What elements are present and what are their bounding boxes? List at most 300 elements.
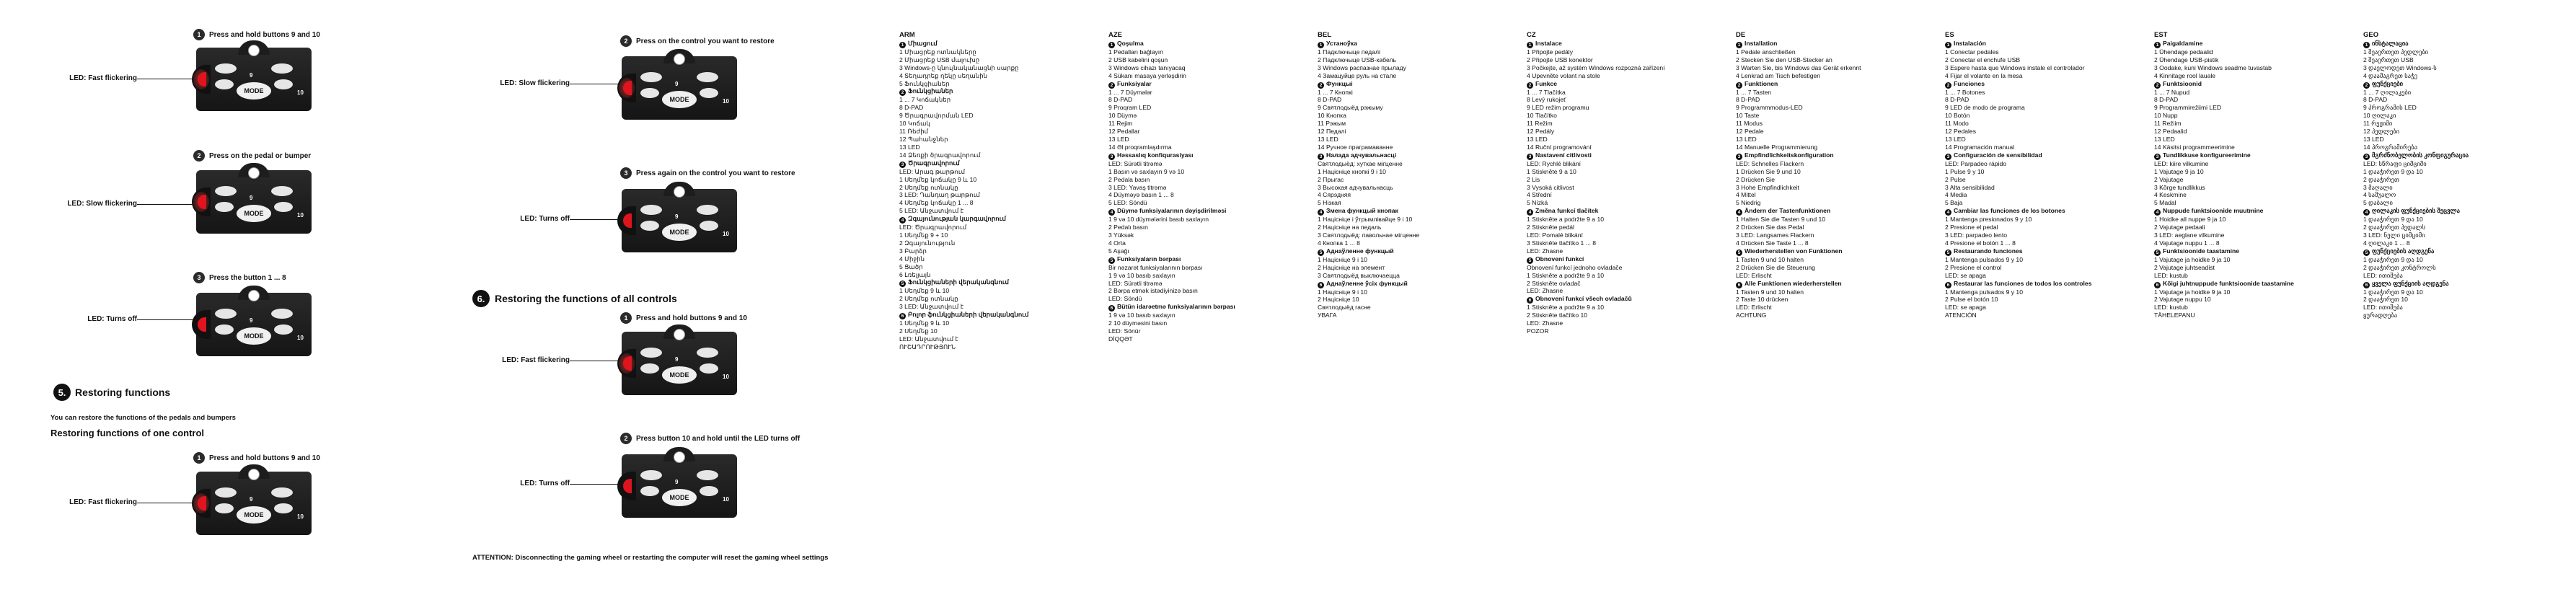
controller-panel [622, 332, 737, 395]
mode-button: MODE [237, 82, 271, 100]
column-line: 1 9 və 10 basıb saxlayın [1108, 312, 1175, 319]
button-9 [215, 63, 237, 74]
column-heading: 4 ღილაკის ფუნქციების შეცვლა [2363, 207, 2486, 216]
column-line: 9 პროგრამის LED [2363, 104, 2417, 112]
heading-number-badge: 3 [1736, 154, 1742, 160]
column-line: 6 Լռելյայն [899, 270, 931, 278]
column-line: 4 Kinnitage rool lauale [2154, 71, 2216, 79]
column-heading: 5 Аднаўленне функцый [1318, 247, 1440, 256]
step-title: Press on the control you want to restore [636, 37, 775, 45]
column-line: 3 LED: Yavaş titrəmə [1108, 183, 1167, 191]
column-line: 3 LED: ნელი ციმციმი [2363, 231, 2425, 239]
column-line: 2 Զգայունություն [899, 239, 956, 247]
column-line: LED: Zhasne [1527, 319, 1563, 327]
column-heading: 5 Wiederherstellen von Funktionen [1736, 247, 1858, 256]
heading-number-badge: 2 [1736, 82, 1742, 89]
heading-number-badge: 5 [2154, 249, 2161, 256]
column-heading: 6 Alle Funktionen wiederherstellen [1736, 280, 1858, 288]
column-heading: 3 Həssaslıq konfiqurasiyası [1108, 151, 1231, 160]
section-number: 5. [53, 384, 71, 401]
column-line: 1 შეაერთეთ პედლები [2363, 48, 2429, 56]
column-line: 3 Святлодыёд выключаецца [1318, 271, 1400, 279]
column-line: 5 Niedrig [1736, 199, 1761, 207]
column-line: 1 Stiskněte 9 a 10 [1527, 167, 1576, 175]
column-line: 10 Düymə [1108, 112, 1137, 120]
button-10-label: 10 [723, 374, 729, 380]
heading-number-badge: 4 [1945, 209, 1951, 216]
mode-button: MODE [662, 224, 697, 241]
column-line: ՈՒՇԱԴՐՈՒԹՅՈՒՆ [899, 343, 956, 350]
column-line: 2 Drücken Sie das Pedal [1736, 224, 1804, 231]
column-line: LED: Pomalé blikání [1527, 231, 1583, 239]
column-heading: 3 Configuración de sensibilidad [1945, 151, 2068, 160]
column-line: 4 Vajutage nuppu 1 ... 8 [2154, 239, 2220, 247]
heading-number-badge: 6 [1945, 282, 1951, 288]
column-line: 10 Кнопка [1318, 112, 1346, 120]
column-heading: 3 Nastavení citlivosti [1527, 151, 1649, 160]
column-line: 2 Միացրեք USB մալուխը [899, 56, 980, 63]
heading-number-badge: 6 [1108, 305, 1115, 312]
column-line: 2 USB kabelini qoşun [1108, 56, 1168, 63]
column-line: 4 Střední [1527, 191, 1552, 199]
column-line: 12 Pedallar [1108, 128, 1140, 136]
step-number-badge: 1 [193, 29, 205, 40]
language-code: BEL [1318, 31, 1331, 39]
column-line: 3 მაღალი [2363, 183, 2393, 191]
language-code: ES [1945, 31, 1954, 39]
column-line: 2 Pedalı basın [1108, 224, 1148, 231]
column-line: 12 Pedale [1736, 128, 1764, 136]
heading-number-badge: 6 [899, 313, 906, 319]
column-heading: 6 Bütün idarəetmə funksiyalarının bərpası [1108, 303, 1231, 312]
column-line: 3 Yüksək [1108, 231, 1134, 239]
button-10 [271, 63, 293, 74]
column-heading: 2 Funktionen [1736, 80, 1858, 89]
column-line: 2 დააჭირეთ კონტროლს [2363, 263, 2436, 271]
heading-number-badge: 2 [1527, 82, 1533, 89]
column-line: 1 Vajutage ja hoidke 9 ja 10 [2154, 255, 2231, 263]
column-heading: 6 Obnovení funkcí všech ovladačů [1527, 295, 1649, 304]
column-line: 12 Pedales [1945, 128, 1977, 136]
column-line: 2 დააჭირეთ [2363, 175, 2399, 183]
column-line: 3 LED: Անջատվում է [899, 303, 964, 311]
column-heading: 1 Instalace [1527, 40, 1649, 48]
column-line: 3 Počkejte, až systém Windows rozpozná zařízení [1527, 63, 1665, 71]
controller-panel [196, 48, 312, 111]
heading-number-badge: 4 [1318, 209, 1324, 216]
column-line: 10 Tlačítko [1527, 112, 1557, 120]
column-line: 9 LED de modo de programa [1945, 104, 2025, 112]
heading-number-badge: 1 [1108, 42, 1115, 48]
language-column [1318, 32, 1440, 319]
column-heading: 6 Kõigi juhtnuppude funktsioonide taastamine [2154, 280, 2277, 288]
column-line: 4 Միջին [899, 255, 925, 262]
column-line: 9 Proqram LED [1108, 104, 1152, 112]
column-line: 14 Əl proqramlaşdırma [1108, 143, 1172, 151]
column-line: 11 Рэжым [1318, 120, 1346, 128]
indicator-hole [248, 45, 260, 56]
column-line: 8 D-PAD [2154, 96, 2179, 104]
heading-number-badge: 1 [2363, 42, 2370, 48]
column-line: 1 Ühendage pedaalid [2154, 48, 2213, 56]
column-line: LED: kiire vilkumine [2154, 159, 2209, 167]
column-line: TÄHELEPANU [2154, 312, 2195, 319]
column-line: Святлодыёд: хуткае мігценне [1318, 159, 1403, 167]
led-status-label: LED: Turns off [87, 315, 137, 323]
column-line: 13 LED [1527, 135, 1548, 143]
heading-number-badge: 5 [899, 281, 906, 287]
column-line: 14 პროგრამირება [2363, 143, 2418, 151]
column-heading: 1 Qoşulma [1108, 40, 1231, 48]
column-line: 13 LED [899, 143, 920, 151]
column-line: 5 Nízká [1527, 199, 1548, 207]
column-line: 4 Mittel [1736, 191, 1756, 199]
step-number-badge: 1 [193, 452, 205, 464]
heading-number-badge: 6 [1318, 282, 1324, 288]
column-line: 2 შეაერთეთ USB [2363, 56, 2414, 63]
controller-panel [622, 56, 737, 120]
column-line: 2 Прыгас [1318, 175, 1344, 183]
column-line: 5 Baja [1945, 199, 1963, 207]
column-line: 1 ... 7 Botones [1945, 88, 1985, 96]
heading-number-badge: 2 [2154, 82, 2161, 89]
column-line: 1 Conectar pedales [1945, 48, 1999, 56]
column-line: 1 9 və 10 düymələrini basıb saxlayın [1108, 216, 1209, 224]
mode-button: MODE [662, 489, 697, 506]
column-line: 14 Käsitsi programmeerimine [2154, 143, 2235, 151]
step-number-badge: 3 [193, 272, 205, 283]
column-line: 2 Націсніце на элемент [1318, 263, 1385, 271]
column-line: 3 Windows-ը կնույնականացնի սարքը [899, 63, 1019, 71]
column-line: 12 Պահանջներ [899, 135, 948, 143]
button-10-label: 10 [723, 496, 729, 503]
column-line: 3 Vysoká citlivost [1527, 183, 1574, 191]
mode-button: MODE [237, 205, 271, 222]
column-line: LED: Söndü [1108, 295, 1142, 303]
column-line: 2 Stiskněte tlačítko 10 [1527, 312, 1588, 319]
column-line: 11 Modus [1736, 120, 1763, 128]
column-line: 2 Vajutage nuppu 10 [2154, 296, 2211, 304]
column-line: 3 Alta sensibilidad [1945, 183, 1995, 191]
language-column [1108, 31, 1235, 343]
column-heading: 5 Restaurando funciones [1945, 247, 2068, 256]
button-9-label: 9 [675, 356, 679, 363]
column-line: 1 Vajutage ja hoidke 9 ja 10 [2154, 288, 2231, 296]
column-line: 3 Святлодыёд: павольнае мігценне [1318, 231, 1420, 239]
heading-number-badge: 4 [899, 217, 906, 224]
button-9-label: 9 [250, 317, 253, 324]
column-line: 13 LED [1108, 135, 1129, 143]
column-line: 2 დააჭირეთ პედალს [2363, 224, 2426, 231]
column-line: 11 Modo [1945, 120, 1969, 128]
column-line: 3 დაელოდეთ Windows-ს [2363, 63, 2437, 71]
column-heading: 4 Cambiar las funciones de los botones [1945, 207, 2068, 216]
column-line: 2 Vajutage pedaali [2154, 224, 2205, 231]
column-line: 1 ... 7 Кнопкі [1318, 88, 1353, 96]
button-9-label: 9 [675, 479, 679, 485]
column-line: 5 Madal [2154, 199, 2176, 207]
column-line: LED: kustub [2154, 271, 2188, 279]
column-heading: 1 ინსტალაცია [2363, 40, 2486, 48]
column-line: 4 Drücken Sie Taste 1 ... 8 [1736, 239, 1809, 247]
column-line: 10 Botón [1945, 112, 1970, 120]
column-line: 8 D-PAD [1318, 96, 1342, 104]
column-line: 1 Pedalları bağlayın [1108, 48, 1163, 56]
column-line: 4 Sükanı masaya yerləşdirin [1108, 71, 1186, 79]
column-line: 1 Націсніце кнопкі 9 і 10 [1318, 167, 1386, 175]
column-line: 9 Ծրագրավորման LED [899, 112, 974, 120]
section-subtitle: Restoring functions of one control [50, 428, 205, 438]
heading-number-badge: 1 [1527, 42, 1533, 48]
language-column [2154, 31, 2294, 319]
column-line: 4 Սեղմեք կոճակը 1 ... 8 [899, 199, 974, 207]
heading-number-badge: 2 [1945, 82, 1951, 89]
button-9-label: 9 [675, 213, 679, 220]
column-heading: 4 Змена функцый кнопак [1318, 207, 1440, 216]
column-heading: 2 Funciones [1945, 80, 2068, 89]
heading-number-badge: 2 [1318, 82, 1324, 89]
heading-number-badge: 3 [899, 162, 906, 168]
column-line: 1 დააჭირეთ 9 და 10 [2363, 288, 2423, 296]
column-line: 2 Lis [1527, 175, 1540, 183]
column-line: 2 Սեղմեք 10 [899, 327, 938, 335]
column-heading: 2 Funkce [1527, 80, 1649, 89]
controller-panel [622, 454, 737, 518]
column-line: 1 Սեղմեք կոճակը 9 և 10 [899, 175, 977, 183]
column-line: 3 Stiskněte tlačítko 1 ... 8 [1527, 239, 1597, 247]
column-line: 8 D-PAD [899, 104, 924, 112]
column-line: 12 პედლები [2363, 128, 2400, 136]
column-line: 1 Pulse 9 y 10 [1945, 167, 1985, 175]
column-line: 2 Pulse el botón 10 [1945, 296, 1998, 304]
leader-line [137, 319, 196, 320]
column-heading: 5 ფუნქციების აღდგენა [2363, 247, 2486, 256]
column-line: 2 Vajutage [2154, 175, 2184, 183]
column-line: 1 Hoidke all nuppe 9 ja 10 [2154, 216, 2226, 224]
led-status-label: LED: Fast flickering [69, 74, 137, 82]
column-heading: 3 მგრძნობელობის კონფიგურაცია [2363, 151, 2486, 160]
column-line: 5 Ցածր [899, 262, 923, 270]
heading-number-badge: 5 [1945, 249, 1951, 256]
column-line: 4 ღილაკი 1 ... 8 [2363, 239, 2410, 247]
language-column [899, 31, 1029, 351]
column-heading: 2 Funksiyalar [1108, 80, 1231, 89]
leader-line [570, 484, 622, 485]
column-line: 10 Nupp [2154, 112, 2178, 120]
column-line: 2 Presione el pedal [1945, 224, 1998, 231]
column-line: 4 Fijar el volante en la mesa [1945, 71, 2023, 79]
column-line: 9 Programmmodus-LED [1736, 104, 1803, 112]
column-heading: 5 Funktsioonide taastamine [2154, 247, 2277, 256]
column-heading: 2 Ֆունկցիաներ [899, 87, 1022, 96]
column-line: 11 Rejim [1108, 120, 1133, 128]
column-line: 3 LED: aeglane vilkumine [2154, 231, 2225, 239]
column-line: 1 Mantenga pulsados 9 y 10 [1945, 288, 2023, 296]
column-line: 11 Ռեժիմ [899, 128, 929, 136]
column-line: 1 Stiskněte a podržte 9 a 10 [1527, 216, 1605, 224]
column-line: 1 Drücken Sie 9 und 10 [1736, 167, 1801, 175]
attention-note: ATTENTION: Disconnecting the gaming wheel or restarting the computer will reset the gaming wheel settings [472, 554, 829, 562]
column-line: 1 Připojte pedály [1527, 48, 1574, 56]
column-line: 5 Ֆունկցիաներ [899, 79, 950, 87]
column-line: 5 Aşağı [1108, 247, 1129, 255]
column-heading: 6 ყველა ფუნქციის აღდგენა [2363, 280, 2486, 288]
column-heading: 5 Ֆունկցիաների վերականգնում [899, 278, 1022, 287]
heading-number-badge: 2 [2363, 82, 2370, 89]
language-code: DE [1736, 31, 1746, 39]
heading-number-badge: 6 [2154, 282, 2161, 288]
column-line: 5 LED: Söndü [1108, 199, 1147, 207]
column-line: 4 Presione el botón 1 ... 8 [1945, 239, 2016, 247]
column-line: 2 Presione el control [1945, 263, 2002, 271]
column-line: 1 Basın və saxlayın 9 və 10 [1108, 167, 1185, 175]
column-line: 8 D-PAD [2363, 96, 2388, 104]
column-line: Святлодыёд гасне [1318, 304, 1371, 312]
mode-button: MODE [237, 506, 271, 524]
column-line: ATENCIÓN [1945, 312, 1977, 319]
button-9-label: 9 [675, 81, 679, 87]
column-line: LED: Անջատվում է [899, 335, 958, 343]
heading-number-badge: 5 [2363, 249, 2370, 256]
button-10-label: 10 [723, 98, 729, 105]
column-line: 4 Upevněte volant na stole [1527, 71, 1600, 79]
column-line: 9 LED režim programu [1527, 104, 1589, 112]
column-line: 9 Святлодыёд рэжыму [1318, 104, 1383, 112]
column-line: 4 Media [1945, 191, 1967, 199]
heading-number-badge: 3 [1108, 154, 1115, 160]
heading-number-badge: 3 [2363, 154, 2370, 160]
language-code: AZE [1108, 31, 1122, 39]
heading-number-badge: 3 [1318, 154, 1324, 160]
column-line: 14 Manuelle Programmierung [1736, 143, 1818, 151]
step-number-badge: 2 [620, 433, 632, 444]
column-line: 3 Kõrge tundlikkus [2154, 183, 2205, 191]
step-number-badge: 2 [193, 150, 205, 162]
heading-number-badge: 1 [1318, 42, 1324, 48]
column-heading: 2 ფუნქციები [2363, 80, 2486, 89]
heading-number-badge: 4 [2154, 209, 2161, 216]
column-heading: 2 Funktsioonid [2154, 80, 2277, 89]
led-status-label: LED: Slow flickering [67, 200, 137, 208]
column-line: 1 Միացրեք ոտնակները [899, 48, 976, 56]
column-heading: 2 Функцыі [1318, 80, 1440, 89]
column-line: 3 Espere hasta que Windows instale el controlador [1945, 63, 2085, 71]
step-title: Press the button 1 ... 8 [209, 274, 286, 282]
button-9-label: 9 [250, 496, 253, 503]
heading-number-badge: 4 [1736, 209, 1742, 216]
column-line: 3 Oodake, kuni Windows seadme tuvastab [2154, 63, 2272, 71]
column-line: 2 Падключыце USB-кабель [1318, 56, 1396, 63]
column-heading: 5 Obnovení funkcí [1527, 255, 1649, 264]
language-column [2363, 32, 2486, 319]
controller-panel [196, 472, 312, 535]
column-line: 4 Lenkrad am Tisch befestigen [1736, 71, 1821, 79]
column-line: 2 Pulse [1945, 175, 1966, 183]
heading-number-badge: 3 [2154, 154, 2161, 160]
column-line: 8 D-PAD [1108, 96, 1133, 104]
column-line: 10 Taste [1736, 112, 1760, 120]
column-line: 12 Pedaalid [2154, 128, 2187, 136]
column-line: 13 LED [2154, 135, 2175, 143]
column-line: LED: Erlischt [1736, 304, 1772, 312]
column-line: 11 Režim [1527, 120, 1553, 128]
column-line: 3 Բարձր [899, 247, 927, 255]
column-heading: 3 Налада адчувальнасці [1318, 151, 1440, 160]
column-line: 4 Düyməyə basın 1 ... 8 [1108, 191, 1174, 199]
column-line: 13 LED [1945, 135, 1966, 143]
language-code: ARM [899, 31, 915, 39]
column-line: 2 Націсніце 10 [1318, 296, 1359, 304]
column-line: 8 Levý rukojeť [1527, 96, 1566, 104]
column-line: 5 დაბალი [2363, 199, 2393, 207]
column-heading: 3 Tundlikkuse konfigureerimine [2154, 151, 2277, 160]
section-number: 6. [472, 290, 490, 307]
column-heading: 3 Ծրագրավորում [899, 159, 1022, 168]
column-line: 4 Orta [1108, 239, 1126, 247]
column-line: LED: Sürətli titrəmə [1108, 279, 1163, 287]
column-line: 2 Націсніце на педаль [1318, 224, 1382, 231]
mode-button: MODE [237, 327, 271, 345]
column-heading: 4 Nuppude funktsioonide muutmine [2154, 207, 2277, 216]
column-line: 1 Stiskněte a podržte 9 a 10 [1527, 304, 1605, 312]
section-intro: You can restore the functions of the pedals and bumpers [50, 414, 236, 422]
led-status-label: LED: Fast flickering [69, 498, 137, 506]
controller-panel [622, 189, 737, 252]
column-line: 2 Սեղմեք ոտնակը [899, 183, 958, 191]
column-line: 1 Halten Sie die Tasten 9 und 10 [1736, 216, 1826, 224]
step-title: Press and hold buttons 9 and 10 [209, 31, 320, 39]
column-line: 3 Высокая адчувальнасць [1318, 183, 1393, 191]
column-heading: 5 Funksiyaların bərpası [1108, 255, 1231, 264]
column-line: 14 Ձեռքի ծրագրավորում [899, 151, 981, 159]
column-line: 10 Կոճակ [899, 120, 930, 128]
controller-panel [196, 293, 312, 356]
column-line: 4 დაამაგრეთ საჭე [2363, 71, 2417, 79]
language-column [1945, 31, 2092, 319]
column-line: УВАГА [1318, 312, 1337, 319]
column-line: 9 Programmirežiimi LED [2154, 104, 2222, 112]
column-line: 1 ... 7 ღილაკები [2363, 88, 2412, 96]
column-line: 8 D-PAD [1736, 96, 1760, 104]
column-line: 2 Stiskněte ovladač [1527, 279, 1581, 287]
column-line: 1 ... 7 Düymələr [1108, 88, 1152, 96]
column-line: 1 Падключыце педалі [1318, 48, 1380, 56]
column-line: 2 Ühendage USB-pistik [2154, 56, 2219, 63]
column-line: LED: se apaga [1945, 271, 1986, 279]
column-line: 1 Pedale anschließen [1736, 48, 1796, 56]
column-line: 2 Drücken Sie die Steuerung [1736, 263, 1815, 271]
column-line: 1 ... 7 Nupud [2154, 88, 2190, 96]
column-line: 1 Vajutage 9 ja 10 [2154, 167, 2204, 175]
column-line: LED: ითიშება [2363, 271, 2403, 279]
column-line: LED: Ծրագրավորում [899, 224, 967, 231]
column-line: 2 Stiskněte pedál [1527, 224, 1574, 231]
column-line: Obnovení funkcí jednoho ovladače [1527, 263, 1623, 271]
heading-number-badge: 6 [1527, 297, 1533, 304]
column-line: 1 დააჭირეთ 9 და 10 [2363, 255, 2423, 263]
button-9-label: 9 [250, 72, 253, 79]
heading-number-badge: 2 [899, 89, 906, 96]
step-number-badge: 3 [620, 167, 632, 179]
column-line: 2 Drücken Sie [1736, 175, 1775, 183]
language-column [1736, 31, 1861, 319]
column-line: 1 Սեղմեք 9 + 10 [899, 231, 948, 239]
column-line: 13 LED [1318, 135, 1338, 143]
column-line: 1 ... 7 Կոճակներ [899, 96, 951, 104]
column-line: 1 Націсніце 9 і 10 [1318, 255, 1367, 263]
column-line: 11 რეჟიმი [2363, 120, 2393, 128]
column-line: 1 Սեղմեք 9 և 10 [899, 287, 950, 295]
